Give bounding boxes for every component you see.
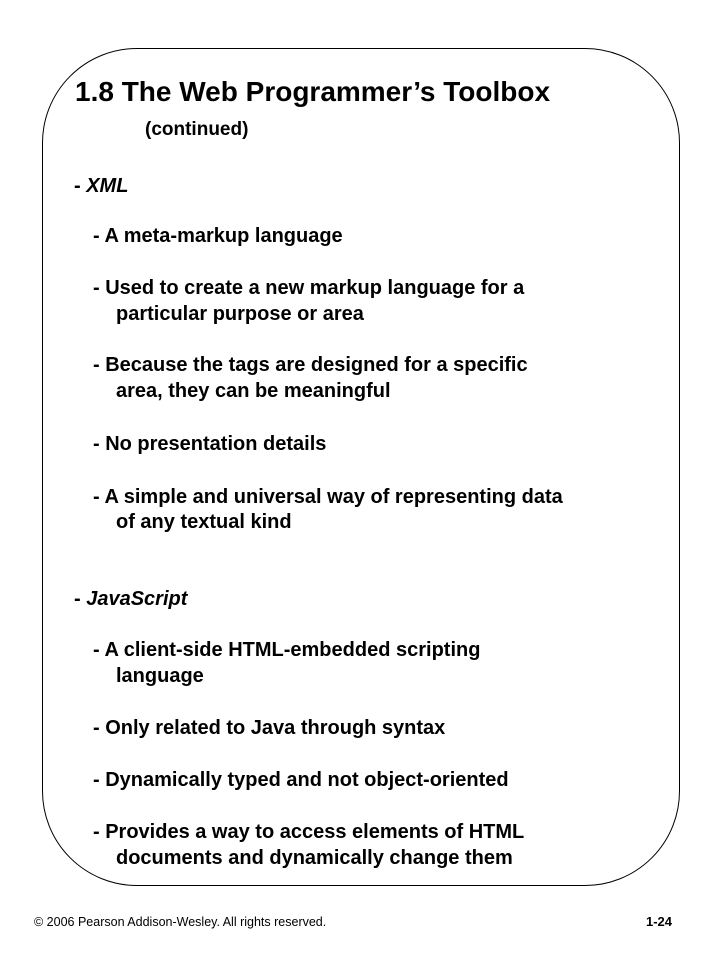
javascript-heading-text: JavaScript xyxy=(86,588,188,610)
javascript-bullet-2: - Only related to Java through syntax xyxy=(93,717,446,739)
javascript-bullet-1-continued: language xyxy=(116,665,204,687)
xml-bullet-1: - A meta-markup language xyxy=(93,225,343,247)
xml-bullet-5: - A simple and universal way of representing data xyxy=(93,486,563,508)
xml-bullet-2: - Used to create a new markup language for a xyxy=(93,277,525,299)
page-number: 1-24 xyxy=(645,914,672,929)
slide-title: 1.8 The Web Programmer’s Toolbox xyxy=(75,76,551,107)
javascript-heading xyxy=(74,587,187,611)
slide-subtitle: (continued) xyxy=(145,119,249,140)
javascript-bullet-4-continued: documents and dynamically change them xyxy=(116,847,513,869)
javascript-heading-dash: - xyxy=(74,588,87,610)
slide-frame xyxy=(42,48,680,886)
javascript-bullet-3: - Dynamically typed and not object-oriented xyxy=(93,769,509,791)
copyright-notice: © 2006 Pearson Addison-Wesley. All rights reserved. xyxy=(34,915,327,929)
javascript-bullet-4: - Provides a way to access elements of HTML xyxy=(93,821,525,843)
xml-bullet-5-continued: of any textual kind xyxy=(116,511,292,533)
xml-bullet-2-continued: particular purpose or area xyxy=(116,303,364,325)
xml-bullet-4: - No presentation details xyxy=(93,433,327,455)
xml-heading-text: XML xyxy=(86,175,129,197)
xml-bullet-3: - Because the tags are designed for a specific xyxy=(93,354,528,376)
javascript-bullet-1: - A client-side HTML-embedded scripting xyxy=(93,639,481,661)
xml-heading-dash: - xyxy=(74,175,87,197)
xml-heading xyxy=(74,174,128,198)
xml-bullet-3-continued: area, they can be meaningful xyxy=(116,380,391,402)
